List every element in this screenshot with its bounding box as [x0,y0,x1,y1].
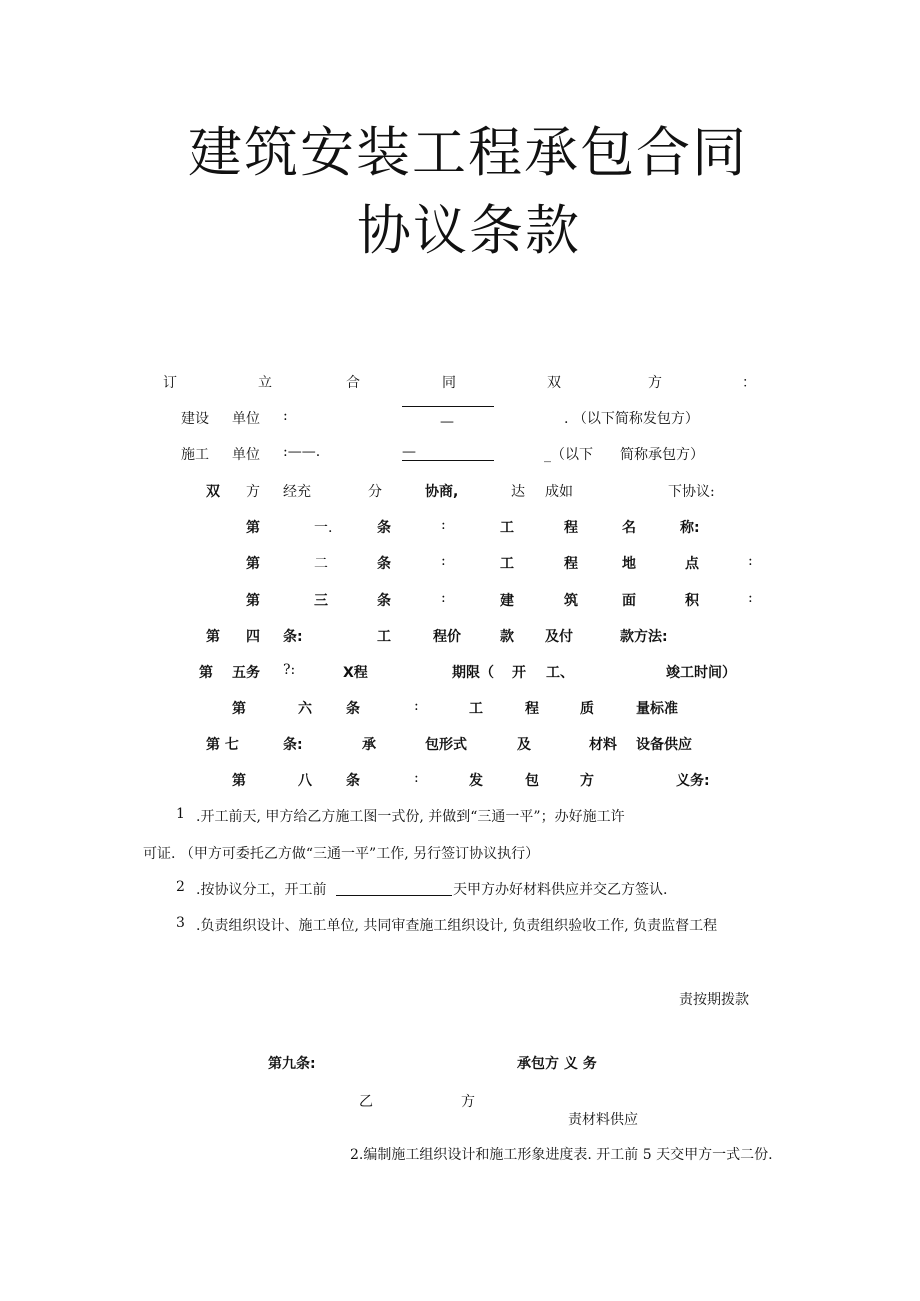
article-word: 程 [564,556,578,572]
contractor-suffix-1: _（以下 [544,447,593,463]
article-9-item-1: 责材料供应 [568,1112,638,1128]
parties-char: ： [742,375,756,391]
article-word: 第 [246,556,260,572]
article-word: 一. [314,520,333,536]
parties-char: 同 [442,375,456,391]
duty-2-text-pre: .按协议分工，开工前 [196,882,327,898]
article-word: 工 [377,629,391,645]
builder-colon: : [283,408,288,424]
article-word: : [441,517,446,533]
agreement-word: 协商, [425,484,459,500]
article-word: 地 [622,556,636,572]
article-word: 发 [469,773,483,789]
article-word: 期限（ [452,665,494,681]
article-word: 包 [525,773,539,789]
parties-char: 方 [648,375,662,391]
article-word: 六 [298,701,312,717]
duty-2-number: 2 [176,879,185,895]
article-word: 量标准 [636,701,678,717]
article-word: : [748,590,753,606]
article-word: 第 [246,520,260,536]
article-word: 工 [500,520,514,536]
article-word: 条: [283,737,303,753]
article-word: 四 [246,629,260,645]
article-word: 二 [314,556,328,572]
article-word: 工 [500,556,514,572]
article-word: 款方法: [620,629,668,645]
article-word: 包形式 [425,737,467,753]
article-word: 条 [346,701,360,717]
article-word: 程 [525,701,539,717]
article-word: 程价 [433,629,461,645]
article-word: 开 [512,665,526,681]
agreement-word: 经充 [283,484,311,500]
article-word: 第 [246,593,260,609]
article-word: : [441,553,446,569]
agreement-word: 达 [511,484,525,500]
article-word: : [441,590,446,606]
article-word: 工、 [546,665,574,681]
contractor-name-blank [402,460,494,461]
agreement-word: 下协议: [668,484,715,500]
article-word: 工 [469,701,483,717]
article-word: 名 [622,520,636,536]
duty-3-number: 3 [176,915,185,931]
article-word: 程 [564,520,578,536]
contractor-label: 施工 [181,447,209,463]
article-word: 材料 [589,737,617,753]
article-word: : [414,698,419,714]
article-word: 条 [346,773,360,789]
agreement-word: 双 [206,484,220,500]
article-word: 条: [283,629,303,645]
article-word: 第 七 [206,737,239,753]
parties-char: 订 [163,375,177,391]
duty-2-text-post: 天甲方办好材料供应并交乙方签认. [453,882,668,898]
article-9-item-2: 2.编制施工组织设计和施工形象进度表. 开工前 5 天交甲方一式二份. [350,1147,773,1163]
article-word: 条 [377,520,391,536]
article-word: : [414,770,419,786]
article-9-party-char: 乙 [359,1094,373,1110]
article-word: 五务 [232,665,260,681]
article-word: 第 [232,701,246,717]
article-word: ?: [283,662,296,678]
article-word: 竣工时间） [666,665,736,681]
builder-unit-label: 单位 [232,411,260,427]
article-word: 点 [685,556,699,572]
builder-label: 建设 [181,411,209,427]
document-title-line1: 建筑安装工程承包合同 [188,121,748,184]
duty-1-text: .开工前天, 甲方给乙方施工图一式份, 并做到“三通一平”；办好施工许 [196,809,625,825]
article-word: 筑 [564,593,578,609]
parties-char: 合 [346,375,360,391]
document-title-line2: 协议条款 [357,199,581,262]
contractor-colon: :——. [283,444,321,460]
article-9-label: 第九条: [268,1056,316,1072]
duty-3-text: .负责组织设计、施工单位, 共同审查施工组织设计, 负责组织验收工作, 负责监督工程 [196,918,718,934]
article-word: 方 [580,773,594,789]
article-word: 条 [377,593,391,609]
duty-1-continuation: 可证. （甲方可委托乙方做“三通一平”工作, 另行签订协议执行） [143,846,540,862]
duty-1-number: 1 [176,806,185,822]
article-word: 及付 [545,629,573,645]
duty-3-tail: 责按期拨款 [679,992,749,1008]
article-word: : [748,553,753,569]
article-word: 义务: [676,773,710,789]
agreement-word: 分 [368,484,382,500]
article-word: 建 [500,593,514,609]
contractor-dash: — [402,444,416,460]
article-word: 款 [500,629,514,645]
agreement-word: 成如 [545,484,573,500]
article-word: 设备供应 [636,737,692,753]
parties-char: 双 [547,375,561,391]
article-word: 质 [580,701,594,717]
article-word: 第 [199,665,213,681]
contractor-suffix-2: 简称承包方） [620,447,704,463]
article-word: X程 [343,665,368,681]
builder-name-blank [402,406,494,407]
article-word: 八 [298,773,312,789]
agreement-word: 方 [246,484,260,500]
article-9-party-char: 方 [461,1094,475,1110]
article-word: 承 [362,737,376,753]
article-word: 称: [680,520,700,536]
article-word: 三 [314,593,328,609]
article-word: 及 [517,737,531,753]
duty-2-days-blank [336,895,452,896]
contractor-unit-label: 单位 [232,447,260,463]
parties-char: 立 [258,375,272,391]
article-word: 第 [206,629,220,645]
article-9-heading: 承包方 义 务 [517,1056,597,1072]
builder-dash: — [440,414,454,430]
article-word: 面 [622,593,636,609]
article-word: 积 [685,593,699,609]
builder-suffix: . （以下简称发包方） [564,411,699,427]
article-word: 条 [377,556,391,572]
article-word: 第 [232,773,246,789]
